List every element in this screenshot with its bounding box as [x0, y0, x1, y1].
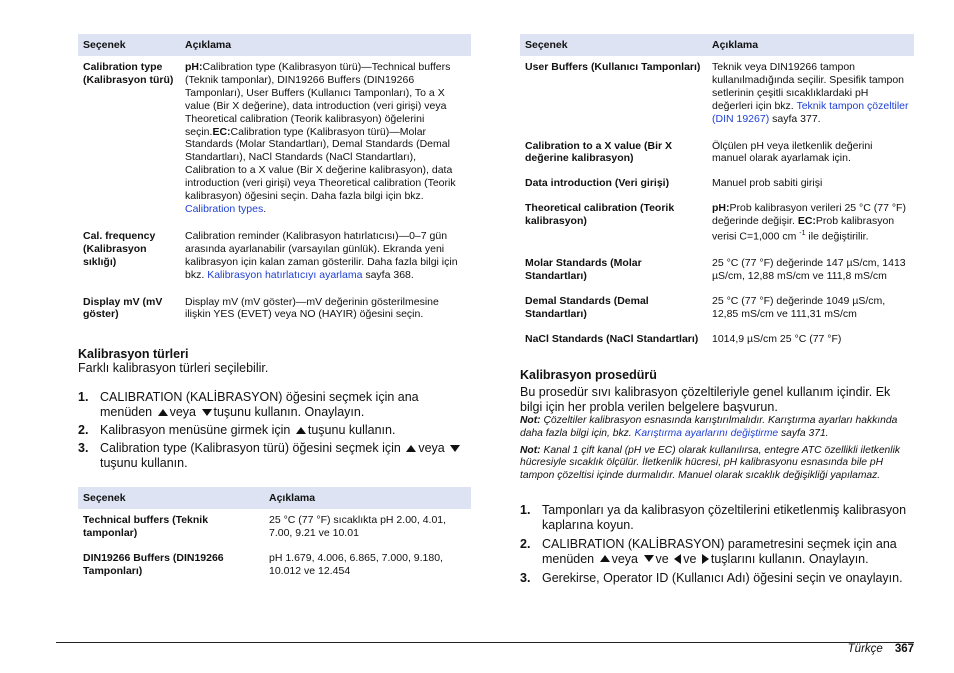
reminder-link[interactable]: Kalibrasyon hatırlatıcıyı ayarlama — [207, 268, 363, 281]
table-header — [78, 34, 471, 56]
step-text: tuşunu kullanın. Onaylayın. — [213, 405, 365, 420]
table-row — [78, 225, 471, 291]
step-number: 2. — [78, 423, 89, 438]
header-description: Açıklama — [707, 34, 914, 56]
header-description: Açıklama — [264, 487, 471, 509]
table-row — [520, 290, 914, 328]
down-arrow-icon — [450, 445, 460, 452]
note-stirring — [520, 415, 914, 441]
header-option: Seçenek — [520, 34, 707, 56]
step-text: tuşunu kullanın. — [100, 456, 188, 471]
step-number: 1. — [520, 502, 531, 517]
description-cell: Ölçülen pH veya iletkenlik değerini manuel olarak ayarlamak için. — [712, 139, 873, 165]
option-cell: User Buffers (Kullanıcı Tamponları) — [525, 61, 701, 73]
description-cell: pH 1.679, 4.006, 6.865, 7.000, 9.180, 10.012 ve 12.454 — [269, 552, 443, 578]
ph-label: pH: — [185, 61, 203, 73]
right-column — [520, 34, 914, 586]
technical-buffers-link[interactable]: Teknik tampon çözeltiler (DIN 19267) — [712, 99, 909, 125]
table-header — [78, 487, 471, 509]
option-cell: Demal Standards (Demal Standartları) — [525, 295, 649, 321]
section-intro: Farklı kalibrasyon türleri seçilebilir. — [78, 361, 269, 376]
note-temperature — [520, 445, 914, 483]
desc-text: Calibration reminder (Kalibrasyon hatırlatıcısı)—0–7 gün arasında ayarlanabilir (varsayılan günlük). Ekranda yeni kalibrasyon için kalan zaman gösterilir. Daha fazla bilgi için bkz. — [185, 229, 458, 281]
table-row — [78, 509, 471, 547]
step-number: 3. — [520, 570, 531, 585]
page-number: 367 — [894, 643, 914, 655]
options-table-3 — [520, 34, 914, 353]
step-text: CALIBRATION (KALİBRASYON) parametresini seçmek için ana menüden — [542, 536, 897, 566]
description-cell — [707, 197, 914, 252]
step-text: Tamponları ya da kalibrasyon çözeltilerini etiketlenmiş kalibrasyon kaplarına koyun. — [542, 502, 907, 532]
description-cell: Display mV (mV göster)—mV değerinin gösterilmesine ilişkin YES (EVET) veya NO (HAYIR) öğesini seçin. — [185, 295, 439, 321]
option-cell: Cal. frequency (Kalibrasyon sıklığı) — [83, 229, 156, 268]
options-table-1 — [78, 34, 471, 328]
description-cell: 1014,9 µS/cm 25 °C (77 °F) — [712, 333, 842, 346]
list-item — [520, 537, 914, 567]
step-text: ve — [683, 551, 697, 566]
ec-label: EC: — [212, 125, 231, 138]
table-row — [78, 547, 471, 585]
ec-text: Calibration type (Kalibrasyon türü)—Molar Standards (Molar Standartları), Demal Standards (Demal Standartları), NaCl Standards (NaCl Standartları), Calibration to a X value (Bir X değerine kalibrasyon), data introduction (veri girişi) veya Theoretical calibration (Teorik kalibrasyon) öğesini seçin. Daha fazla bilgi için bkz. — [185, 125, 456, 203]
table-row — [78, 56, 471, 225]
calibration-types-link[interactable]: Calibration types — [185, 202, 264, 215]
table-row — [520, 328, 914, 353]
step-text: tuşunu kullanın. — [307, 423, 396, 438]
step-text: ve — [655, 551, 669, 566]
step-text: Kalibrasyon menüsüne girmek için — [100, 423, 291, 438]
steps-list — [520, 503, 914, 586]
step-number: 2. — [520, 536, 531, 551]
option-cell: Molar Standards (Molar Standartları) — [525, 257, 642, 283]
options-table-2 — [78, 487, 471, 585]
step-text: Gerekirse, Operator ID (Kullanıcı Adı) öğesini seçin ve onaylayın. — [542, 570, 903, 585]
option-cell: NaCl Standards (NaCl Standartları) — [525, 333, 699, 346]
footer-language: Türkçe — [847, 643, 883, 655]
table-row — [520, 252, 914, 290]
option-cell: Calibration type (Kalibrasyon türü) — [83, 61, 174, 86]
description-cell: 25 °C (77 °F) değerinde 147 µS/cm, 1413 µS/cm, 12,88 mS/cm ve 111,8 mS/cm — [712, 257, 906, 283]
section-intro: Bu prosedür sıvı kalibrasyon çözeltileriyle genel kullanım içindir. Ek bilgi için her probla verilen belgelere başvurun. — [520, 385, 891, 414]
footer-rule — [56, 642, 914, 643]
option-cell: Technical buffers (Teknik tamponlar) — [83, 514, 209, 540]
section-heading-kalibrasyon-proseduru: Kalibrasyon prosedürü — [520, 368, 657, 382]
step-number: 1. — [78, 390, 89, 405]
table-row — [520, 197, 914, 252]
up-arrow-icon — [406, 445, 416, 452]
left-arrow-icon — [674, 554, 681, 564]
list-item — [520, 571, 914, 586]
list-item — [78, 441, 471, 471]
table-row — [520, 56, 914, 135]
page-ref: sayfa 368. — [365, 268, 414, 281]
step-text: CALIBRATION (KALİBRASYON) öğesini seçmek için ana menüden — [100, 390, 419, 420]
table-row — [78, 291, 471, 329]
list-item — [78, 390, 471, 420]
description-cell: Manuel prob sabiti girişi — [712, 177, 823, 190]
table-row — [520, 135, 914, 173]
description-cell — [707, 56, 914, 135]
list-item — [78, 423, 471, 438]
step-number: 3. — [78, 441, 89, 456]
up-arrow-icon — [158, 409, 168, 416]
table-row — [520, 172, 914, 197]
stirring-settings-link[interactable]: Karıştırma ayarlarını değiştirme — [634, 427, 779, 439]
up-arrow-icon — [600, 555, 610, 562]
ph-label: pH: — [712, 202, 730, 215]
ec-text-tail: ile değiştirilir. — [808, 230, 869, 243]
ph-text: Prob kalibrasyon verileri 25 °C (77 °F) değerinde değişir. — [712, 202, 906, 228]
up-arrow-icon — [296, 427, 306, 434]
option-cell: Calibration to a X value (Bir X değerine kalibrasyon) — [525, 139, 673, 165]
option-cell: Theoretical calibration (Teorik kalibrasyon) — [525, 202, 675, 228]
description-cell — [180, 56, 471, 225]
left-column — [78, 34, 471, 585]
section-heading-kalibrasyon-turleri: Kalibrasyon türleri — [78, 347, 189, 362]
down-arrow-icon — [644, 555, 654, 562]
tail-text: . — [263, 202, 267, 215]
page-footer — [848, 643, 914, 655]
description-cell — [180, 225, 471, 291]
steps-list — [78, 390, 471, 471]
page-ref: sayfa 377. — [772, 112, 821, 125]
desc-text: Teknik veya DIN19266 tampon kullanılmadığında seçilir. Spesifik tampon setlerinin çeşitli sıcaklıklardaki pH değerleri için bkz. — [712, 61, 905, 112]
right-arrow-icon — [702, 554, 709, 564]
ec-label: EC: — [797, 215, 816, 228]
option-cell: Data introduction (Veri girişi) — [525, 177, 670, 190]
note-label: Not: — [520, 444, 541, 456]
ph-text: Calibration type (Kalibrasyon türü)—Technical buffers (Teknik tamponlar), DIN19266 Buffers (DIN19266 Tamponları), User Buffers (Kullanıcı Tamponları), To a X value (Bir X değerine), data introduction (veri girişi) veya Theoretical calibration (Teorik kalibrasyon) öğelerini seçin. — [185, 61, 451, 138]
option-cell: DIN19266 Buffers (DIN19266 Tamponları) — [83, 552, 224, 578]
header-option: Seçenek — [78, 34, 180, 56]
ec-text: Prob kalibrasyon verisi C=1,000 cm — [712, 215, 895, 243]
table-header — [520, 34, 914, 56]
step-text: veya — [169, 405, 197, 420]
page-ref: sayfa 371. — [781, 427, 829, 439]
note-label: Not: — [520, 415, 541, 426]
option-cell: Display mV (mV göster) — [83, 295, 163, 321]
note-text: Çözeltiler kalibrasyon esnasında karıştırılmalıdır. Karıştırma ayarları hakkında daha fazla bilgi için, bkz. — [520, 415, 898, 439]
list-item — [520, 503, 914, 533]
step-text: Calibration type (Kalibrasyon türü) öğesini seçmek için — [100, 441, 401, 456]
description-cell: 25 °C (77 °F) sıcaklıkta pH 2.00, 4.01, 7.00, 9.21 ve 10.01 — [269, 514, 447, 540]
header-description: Açıklama — [180, 34, 471, 56]
superscript: -1 — [799, 230, 806, 238]
step-text: veya — [418, 441, 445, 456]
down-arrow-icon — [202, 409, 212, 416]
header-option: Seçenek — [78, 487, 264, 509]
step-text: tuşlarını kullanın. Onaylayın. — [710, 551, 869, 566]
note-text: Kanal 1 çift kanal (pH ve EC) olarak kullanılırsa, entegre ATC özellikli iletkenlik hücresiyle sıcaklık ölçülür. İletkenlik hücresi, pH kalibrasyonu esnasında bile pH tampon çözeltisi içinde durmalıdır. Manuel olarak sıcaklık değişikliği yapılamaz. — [520, 444, 901, 482]
step-text: veya — [611, 551, 639, 566]
description-cell: 25 °C (77 °F) değerinde 1049 µS/cm, 12,85 mS/cm ve 111,31 mS/cm — [712, 295, 886, 321]
